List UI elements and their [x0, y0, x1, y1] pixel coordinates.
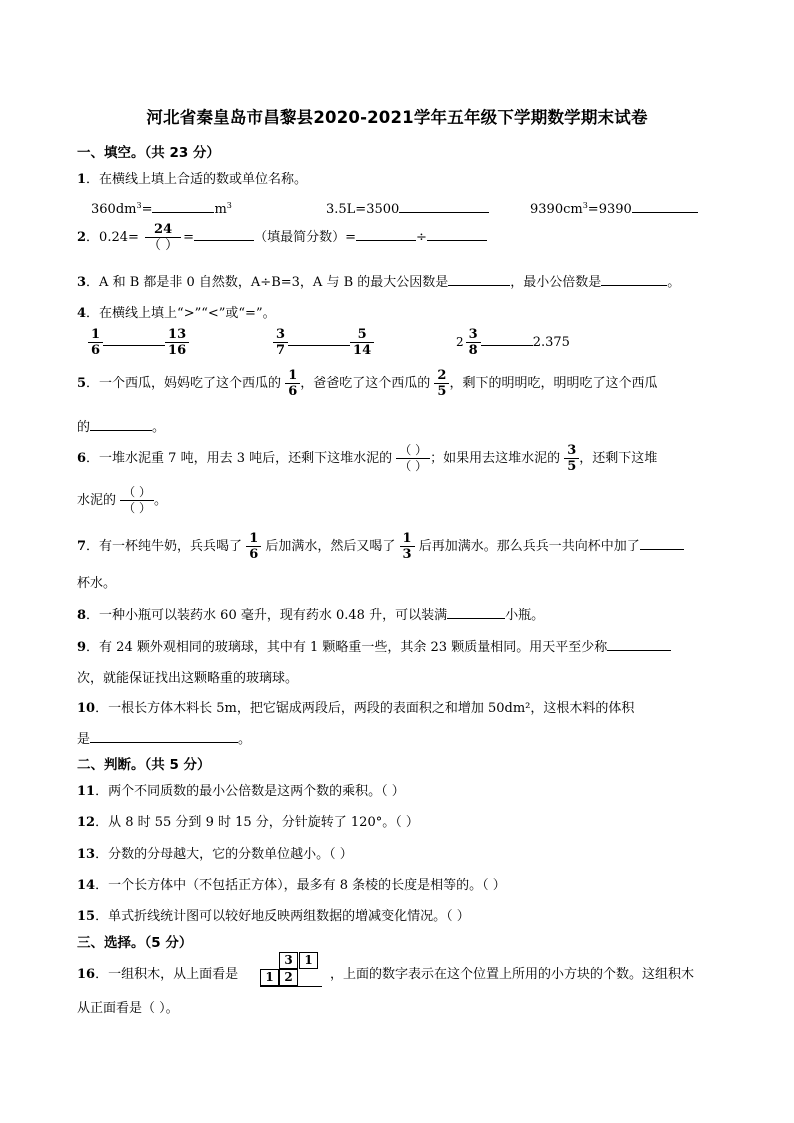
q1-c-eq: =9390 [587, 202, 632, 217]
fraction-numerator: 13 [168, 327, 187, 342]
answer-blank[interactable] [90, 730, 238, 743]
q2-mid-text: （填最简分数）= [254, 230, 356, 245]
q1-c-text: 9390cm [530, 202, 583, 217]
fraction [273, 327, 288, 358]
fraction-numerator: 3 [468, 327, 478, 342]
question-number: 8 [77, 608, 87, 623]
q1-a-unit-sup: 3 [226, 201, 232, 210]
blank-fraction[interactable] [120, 485, 154, 516]
q1-a-unit: m [214, 202, 227, 217]
question-11 [77, 780, 405, 799]
q5-text-d: 的 [77, 420, 91, 435]
q1-c-sup: 3 [582, 201, 588, 210]
q1-part-b [326, 200, 489, 217]
q16-text-c: 从正面看是（ ）。 [77, 1001, 179, 1016]
question-2 [77, 222, 487, 253]
answer-blank[interactable] [356, 228, 416, 241]
question-number: 2 [77, 230, 87, 245]
question-number: 4 [77, 306, 87, 321]
fraction-denominator: 5 [564, 458, 579, 474]
answer-blank[interactable] [427, 228, 487, 241]
fraction-denominator: 8 [466, 342, 481, 358]
question-number: 3 [77, 275, 87, 290]
fraction-numerator-blank[interactable]: （ ） [399, 443, 428, 457]
q4-compare-1 [88, 327, 189, 358]
question-16-text-b [330, 963, 694, 982]
answer-blank[interactable] [607, 638, 671, 651]
q10-end: 。 [238, 732, 252, 747]
q10-text-b: 是 [77, 732, 91, 747]
question-16 [77, 963, 238, 982]
question-text: ．从 8 时 55 分到 9 时 15 分，分针旋转了 120°。（ ） [95, 815, 419, 830]
question-text: ．一组积木，从上面看是 [95, 967, 239, 982]
answer-blank[interactable] [399, 200, 489, 213]
q3-end: 。 [667, 275, 681, 290]
question-9-cont [77, 667, 298, 686]
question-text: ．有 24 颗外观相同的玻璃球，其中有 1 颗略重一些，其余 23 颗质量相同。用天平至少称 [86, 640, 608, 655]
question-text: ．有一杯纯牛奶，兵兵喝了 [86, 539, 243, 554]
fraction-numerator: 1 [91, 327, 101, 342]
question-text: ．两个不同质数的最小公倍数是这两个数的乘积。（ ） [95, 784, 405, 799]
answer-blank[interactable] [447, 606, 505, 619]
answer-blank[interactable] [640, 537, 684, 550]
section-heading-choice: 三、选择。（5 分） [77, 935, 193, 951]
question-text: ．一根长方体木料长 5m，把它锯成两段后，两段的表面积之和增加 50dm²，这根木料的体积 [95, 701, 635, 716]
page-title: 河北省秦皇岛市昌黎县2020-2021学年五年级下学期数学期末试卷 [146, 108, 648, 127]
blank-fraction[interactable] [396, 443, 430, 474]
q1-part-c [530, 200, 698, 217]
question-text: ．一个西瓜，妈妈吃了这个西瓜的 [86, 376, 282, 391]
fraction-denominator: 14 [350, 342, 374, 358]
answer-blank[interactable] [90, 418, 152, 431]
question-5-cont [77, 416, 165, 435]
question-text: ．在横线上填上合适的数或单位名称。 [86, 172, 308, 187]
fraction [350, 327, 374, 358]
question-number: 5 [77, 376, 87, 391]
question-10 [77, 697, 634, 716]
q1-a-text: 360dm [91, 202, 137, 217]
q6-text-d: 水泥的 [77, 493, 117, 508]
q7-text-d: 杯水。 [77, 576, 117, 591]
fraction-numerator: 24 [154, 222, 173, 237]
fraction-denominator: 6 [88, 342, 103, 358]
fraction-denominator: 7 [273, 342, 288, 358]
fraction-denominator-blank[interactable]: （ ） [120, 500, 154, 516]
question-4 [77, 302, 276, 321]
question-13 [77, 843, 353, 862]
answer-blank[interactable] [103, 333, 165, 346]
question-12 [77, 811, 419, 830]
answer-blank[interactable] [288, 333, 350, 346]
fraction [145, 222, 181, 253]
question-10-cont [77, 728, 251, 747]
question-15 [77, 905, 470, 924]
q5-end: 。 [152, 420, 166, 435]
question-text: ．一个长方体中（不包括正方体），最多有 8 条棱的长度是相等的。（ ） [95, 878, 506, 893]
answer-blank[interactable] [448, 273, 510, 286]
q2-eq: = [183, 230, 195, 245]
question-14 [77, 874, 506, 893]
question-number: 9 [77, 640, 87, 655]
q7-text-c: 后再加满水。那么兵兵一共向杯中加了 [418, 539, 640, 554]
question-number: 11 [77, 784, 96, 799]
q4-compare-2 [273, 327, 374, 358]
fraction-numerator: 5 [357, 327, 367, 342]
fraction-denominator-blank[interactable]: （ ） [145, 237, 181, 253]
question-16-cont [77, 997, 179, 1016]
q1-a-sup: 3 [136, 201, 142, 210]
question-8 [77, 604, 544, 623]
fraction-denominator: 16 [165, 342, 189, 358]
q6-text-b: ；如果用去这堆水泥的 [430, 451, 561, 466]
question-number: 16 [77, 967, 96, 982]
q6-end: 。 [153, 493, 167, 508]
q1-a-eq: = [141, 202, 153, 217]
question-1 [77, 168, 307, 187]
fraction [246, 531, 261, 562]
fraction-numerator: 1 [249, 531, 259, 546]
q2-div: ÷ [415, 230, 427, 245]
q6-text-c: ，还剩下这堆 [579, 451, 658, 466]
fraction-numerator: 2 [437, 368, 447, 383]
fraction [165, 327, 189, 358]
q5-text-b: ，爸爸吃了这个西瓜的 [300, 376, 431, 391]
question-number: 7 [77, 539, 87, 554]
answer-blank[interactable] [152, 200, 214, 213]
answer-blank[interactable] [632, 200, 698, 213]
fraction [564, 443, 579, 474]
question-5 [77, 368, 657, 399]
question-text: ．一堆水泥重 7 吨，用去 3 吨后，还剩下这堆水泥的 [86, 451, 393, 466]
fraction-numerator-blank[interactable]: （ ） [123, 485, 151, 499]
grid-cell: 1 [260, 969, 279, 986]
fraction-denominator: 6 [285, 383, 300, 399]
question-text: ．0.24= [86, 230, 139, 245]
question-number: 13 [77, 847, 96, 862]
question-9 [77, 636, 671, 655]
question-number: 10 [77, 701, 96, 716]
fraction-numerator: 3 [567, 443, 577, 458]
fraction-denominator: 6 [246, 546, 261, 562]
fraction [466, 327, 481, 358]
fraction [400, 531, 415, 562]
q4-compare-3 [456, 327, 570, 358]
q8-end: 小瓶。 [505, 608, 545, 623]
q16-text-b: ，上面的数字表示在这个位置上所用的小方块的个数。这组积木 [330, 967, 695, 982]
question-7-cont [77, 572, 116, 591]
question-text: ．A 和 B 都是非 0 自然数，A÷B=3，A 与 B 的最大公因数是 [86, 275, 449, 290]
question-text: ．单式折线统计图可以较好地反映两组数据的增减变化情况。（ ） [95, 909, 470, 924]
fraction-numerator: 3 [276, 327, 286, 342]
question-text: ．分数的分母越大，它的分数单位越小。（ ） [95, 847, 353, 862]
question-7 [77, 531, 684, 562]
q5-text-c: ，剩下的明明吃，明明吃了这个西瓜 [449, 376, 658, 391]
grid-baseline [260, 986, 322, 987]
question-number: 12 [77, 815, 96, 830]
q1-part-a [91, 200, 232, 217]
section-heading-judge: 二、判断。（共 5 分） [77, 757, 211, 773]
question-6-cont [77, 485, 167, 516]
fraction [434, 368, 449, 399]
fraction [88, 327, 103, 358]
question-number: 6 [77, 451, 87, 466]
question-number: 15 [77, 909, 96, 924]
answer-blank[interactable] [194, 228, 254, 241]
question-3 [77, 271, 680, 290]
answer-blank[interactable] [601, 273, 667, 286]
q1-b-text: 3.5L=3500 [326, 202, 400, 217]
q7-text-b: 后加满水，然后又喝了 [265, 539, 396, 554]
fraction-numerator: 1 [288, 368, 298, 383]
fraction-denominator: 5 [434, 383, 449, 399]
fraction-denominator-blank[interactable]: （ ） [396, 458, 430, 474]
block-top-view-grid [260, 952, 322, 988]
fraction-denominator: 3 [400, 546, 415, 562]
q3-mid-text: ，最小公倍数是 [510, 275, 602, 290]
grid-cell: 3 [279, 952, 298, 969]
fraction [285, 368, 300, 399]
question-number: 14 [77, 878, 96, 893]
question-text: ．在横线上填上“>”“<”或“=”。 [86, 306, 276, 321]
q4-decimal: 2.375 [532, 335, 570, 350]
question-number: 1 [77, 172, 87, 187]
q9-text-b: 次，就能保证找出这颗略重的玻璃球。 [77, 671, 299, 686]
question-6 [77, 443, 657, 474]
answer-blank[interactable] [481, 333, 533, 346]
mixed-number-integer: 2 [456, 335, 464, 349]
section-heading-fill: 一、填空。（共 23 分） [77, 145, 220, 161]
question-text: ．一种小瓶可以装药水 60 毫升，现有药水 0.48 升，可以装满 [86, 608, 448, 623]
fraction-numerator: 1 [402, 531, 412, 546]
grid-cell: 2 [279, 969, 298, 986]
grid-cell: 1 [299, 952, 318, 969]
